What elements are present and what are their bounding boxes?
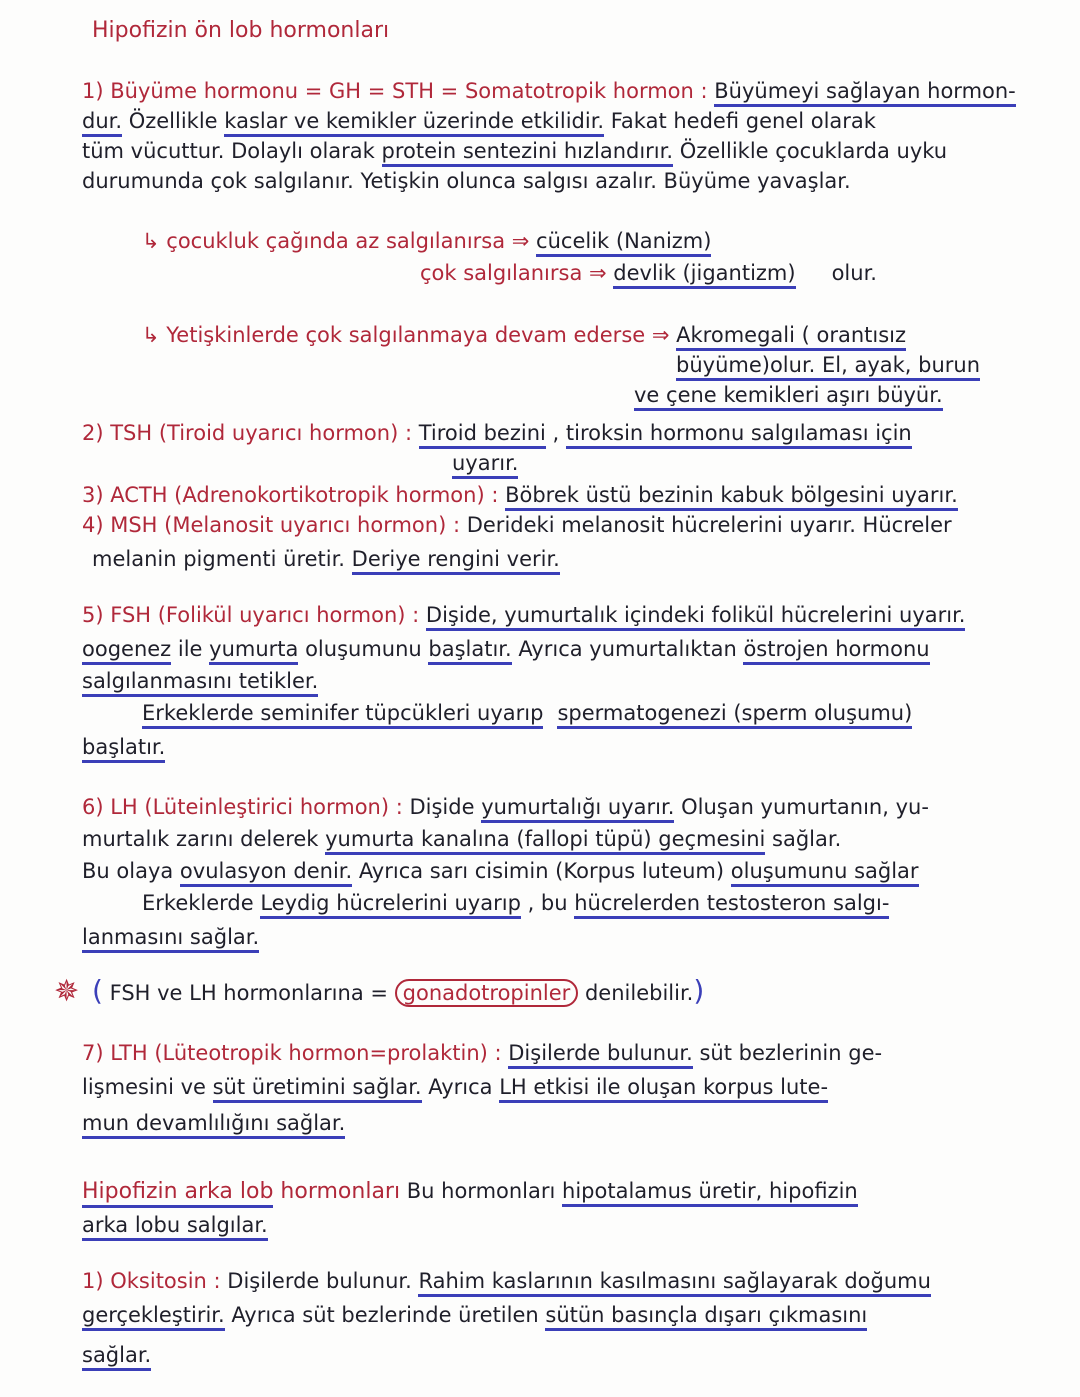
akromegali: Akromegali ( orantısız bbox=[676, 323, 906, 351]
fsh-line-3 bbox=[82, 668, 318, 694]
fsh-text: ile bbox=[171, 637, 210, 661]
gh-text: Özellikle bbox=[122, 109, 225, 133]
gh-line-3 bbox=[82, 138, 947, 164]
gh-child-line-1 bbox=[142, 228, 711, 254]
gh-line-1 bbox=[82, 78, 1016, 104]
gonadotropinler: gonadotropinler bbox=[395, 979, 579, 1007]
yumurta: yumurta bbox=[209, 637, 298, 665]
tsh-effect: tiroksin hormonu salgılaması için bbox=[566, 421, 912, 449]
lh-text: Ayrıca sarı cisimin (Korpus luteum) bbox=[352, 859, 731, 883]
fsh-text: oluşumunu bbox=[298, 637, 429, 661]
oxytocin-label: 1) Oksitosin : bbox=[82, 1269, 228, 1293]
oxytocin-line-2 bbox=[82, 1302, 867, 1328]
fsh-line-4 bbox=[142, 700, 912, 726]
lh-line-3 bbox=[82, 858, 919, 884]
msh-effect: Deriye rengini verir. bbox=[352, 547, 560, 575]
lth-line-3 bbox=[82, 1110, 345, 1136]
gh-child-line-2 bbox=[420, 260, 877, 286]
oogenez: oogenez bbox=[82, 637, 171, 665]
baslatir: başlatır. bbox=[428, 637, 511, 665]
note-close-paren: ) bbox=[693, 974, 705, 1007]
gerceklestirir: gerçekleştirir. bbox=[82, 1303, 225, 1331]
note-text: FSH ve LH hormonlarına = bbox=[102, 981, 395, 1005]
posterior-text: Bu hormonları bbox=[400, 1179, 563, 1203]
cucelik: cücelik (Nanizm) bbox=[536, 229, 711, 257]
lh-saglar: lanmasını sağlar. bbox=[82, 925, 259, 953]
oxytocin-saglar: sağlar. bbox=[82, 1343, 151, 1371]
leydig: Leydig hücrelerini uyarıp bbox=[260, 891, 521, 919]
adult-condition: ↳ Yetişkinlerde çok salgılanmaya devam ederse ⇒ bbox=[142, 323, 677, 347]
fsh-effect: Dişide, yumurtalık içindeki folikül hücrelerini uyarır. bbox=[426, 603, 966, 631]
lth-devamlilik: mun devamlılığını sağlar. bbox=[82, 1111, 345, 1139]
lh-text: sağlar. bbox=[765, 827, 842, 851]
oxytocin-line-3 bbox=[82, 1342, 151, 1368]
msh-line-2 bbox=[92, 546, 560, 572]
akromegali-desc: büyüme)olur. El, ayak, burun bbox=[676, 353, 980, 381]
gonadotropin-note bbox=[92, 974, 705, 1007]
gh-definition: Büyümeyi sağlayan hormon- bbox=[714, 79, 1016, 107]
note-text: denilebilir. bbox=[578, 981, 694, 1005]
lh-korpus: LH etkisi ile oluşan korpus lute- bbox=[499, 1075, 828, 1103]
lh-text: murtalık zarını delerek bbox=[82, 827, 326, 851]
msh-line-1 bbox=[82, 512, 952, 538]
lh-label: 6) LH (Lüteinleştirici hormon) : bbox=[82, 795, 410, 819]
fsh-tetikler: salgılanmasını tetikler. bbox=[82, 669, 318, 697]
section-title-posterior-rest: hormonları bbox=[273, 1179, 401, 1204]
oxytocin-text: Dişilerde bulunur. bbox=[227, 1269, 419, 1293]
olur: olur. bbox=[831, 261, 877, 285]
fsh-baslatir: başlatır. bbox=[82, 735, 165, 763]
fsh-text: Ayrıca yumurtalıktan bbox=[511, 637, 744, 661]
korpus-luteum: oluşumunu sağlar bbox=[731, 859, 919, 887]
acth-label: 3) ACTH (Adrenokortikotropik hormon) : bbox=[82, 483, 506, 507]
section-title-posterior: Hipofizin arka lob bbox=[82, 1179, 273, 1208]
fsh-male: Erkeklerde seminifer tüpcükleri uyarıp bbox=[142, 701, 543, 729]
gh-protein: protein sentezini hızlandırır. bbox=[382, 139, 674, 167]
lh-line-2 bbox=[82, 826, 841, 852]
gh-adult-line-3 bbox=[634, 382, 943, 408]
gh-text: tüm vücuttur. Dolaylı olarak bbox=[82, 139, 382, 163]
lh-effect: yumurtalığı uyarır. bbox=[481, 795, 674, 823]
lth-line-1 bbox=[82, 1040, 882, 1066]
sut-uretimi: süt üretimini sağlar. bbox=[213, 1075, 422, 1103]
lth-female: Dişilerde bulunur. bbox=[508, 1041, 693, 1069]
msh-text: Derideki melanosit hücrelerini uyarır. Hücreler bbox=[466, 513, 952, 537]
lh-text: , bu bbox=[520, 891, 575, 915]
note-open-paren: ( bbox=[92, 974, 103, 1007]
fsh-line-1 bbox=[82, 602, 965, 628]
hipotalamus: hipotalamus üretir, hipofizin bbox=[562, 1179, 858, 1207]
gh-adult-line-2 bbox=[676, 352, 980, 378]
devlik: devlik (jigantizm) bbox=[613, 261, 795, 289]
tsh-label: 2) TSH (Tiroid uyarıcı hormon) : bbox=[82, 421, 419, 445]
arka-lob-salgilar: arka lobu salgılar. bbox=[82, 1213, 268, 1241]
fsh-line-5 bbox=[82, 734, 165, 760]
lth-label: 7) LTH (Lüteotropik hormon=prolaktin) : bbox=[82, 1041, 509, 1065]
gh-target: kaslar ve kemikler üzerinde etkilidir. bbox=[224, 109, 604, 137]
fsh-label: 5) FSH (Folikül uyarıcı hormon) : bbox=[82, 603, 426, 627]
gh-adult-line-1 bbox=[142, 322, 906, 348]
lh-text: Oluşan yumurtanın, yu- bbox=[674, 795, 929, 819]
spermatogenez: spermatogenezi (sperm oluşumu) bbox=[557, 701, 912, 729]
lh-fallopi: yumurta kanalına (fallopi tüpü) geçmesini bbox=[325, 827, 765, 855]
child-condition-2: çok salgılanırsa ⇒ bbox=[420, 261, 614, 285]
ovulasyon: ovulasyon denir. bbox=[180, 859, 352, 887]
lh-text: Dişide bbox=[409, 795, 482, 819]
gh-line-2 bbox=[82, 108, 876, 134]
tsh-line-2 bbox=[452, 450, 518, 476]
akromegali-desc-2: ve çene kemikleri aşırı büyür. bbox=[634, 383, 943, 411]
tsh-line-1 bbox=[82, 420, 912, 446]
child-condition: ↳ çocukluk çağında az salgılanırsa ⇒ bbox=[142, 229, 537, 253]
lth-text: lişmesini ve bbox=[82, 1075, 213, 1099]
msh-text: melanin pigmenti üretir. bbox=[92, 547, 352, 571]
oxytocin-line-1 bbox=[82, 1268, 931, 1294]
lh-text: Erkeklerde bbox=[142, 891, 261, 915]
lh-line-1 bbox=[82, 794, 929, 820]
gh-text: Fakat hedefi genel olarak bbox=[604, 109, 876, 133]
lh-text: Bu olaya bbox=[82, 859, 180, 883]
posterior-title-line bbox=[82, 1178, 858, 1205]
lth-text: süt bezlerinin ge- bbox=[692, 1041, 883, 1065]
posterior-line-2 bbox=[82, 1212, 268, 1238]
tsh-uyarir: uyarır. bbox=[452, 451, 518, 479]
gh-line-4: durumunda çok salgılanır. Yetişkin olunca salgısı azalır. Büyüme yavaşlar. bbox=[82, 169, 851, 193]
lth-text: Ayrıca bbox=[421, 1075, 500, 1099]
lth-line-2 bbox=[82, 1074, 828, 1100]
gh-dur: dur. bbox=[82, 109, 122, 137]
acth-effect: Böbrek üstü bezinin kabuk bölgesini uyarır. bbox=[505, 483, 958, 511]
gh-names: GH = STH = Somatotropik hormon : bbox=[322, 79, 715, 103]
lh-line-4 bbox=[142, 890, 889, 916]
ostrojen: östrojen hormonu bbox=[743, 637, 929, 665]
gh-label: 1) Büyüme hormonu = bbox=[82, 79, 323, 103]
sut-basinc: sütün basınçla dışarı çıkmasını bbox=[545, 1303, 867, 1331]
rahim-kasilma: Rahim kaslarının kasılmasını sağlayarak doğumu bbox=[418, 1269, 930, 1297]
section-title-anterior: Hipofizin ön lob hormonları bbox=[92, 18, 390, 43]
star-icon: ✵ bbox=[54, 974, 80, 1009]
acth-line bbox=[82, 482, 958, 508]
oxytocin-text: Ayrıca süt bezlerinde üretilen bbox=[224, 1303, 546, 1327]
tsh-target: Tiroid bezini bbox=[419, 421, 546, 449]
testosteron: hücrelerden testosteron salgı- bbox=[574, 891, 889, 919]
fsh-line-2 bbox=[82, 636, 930, 662]
msh-label: 4) MSH (Melanosit uyarıcı hormon) : bbox=[82, 513, 467, 537]
tsh-text: , bbox=[545, 421, 566, 445]
gh-text: Özellikle çocuklarda uyku bbox=[673, 139, 948, 163]
lh-line-5 bbox=[82, 924, 259, 950]
